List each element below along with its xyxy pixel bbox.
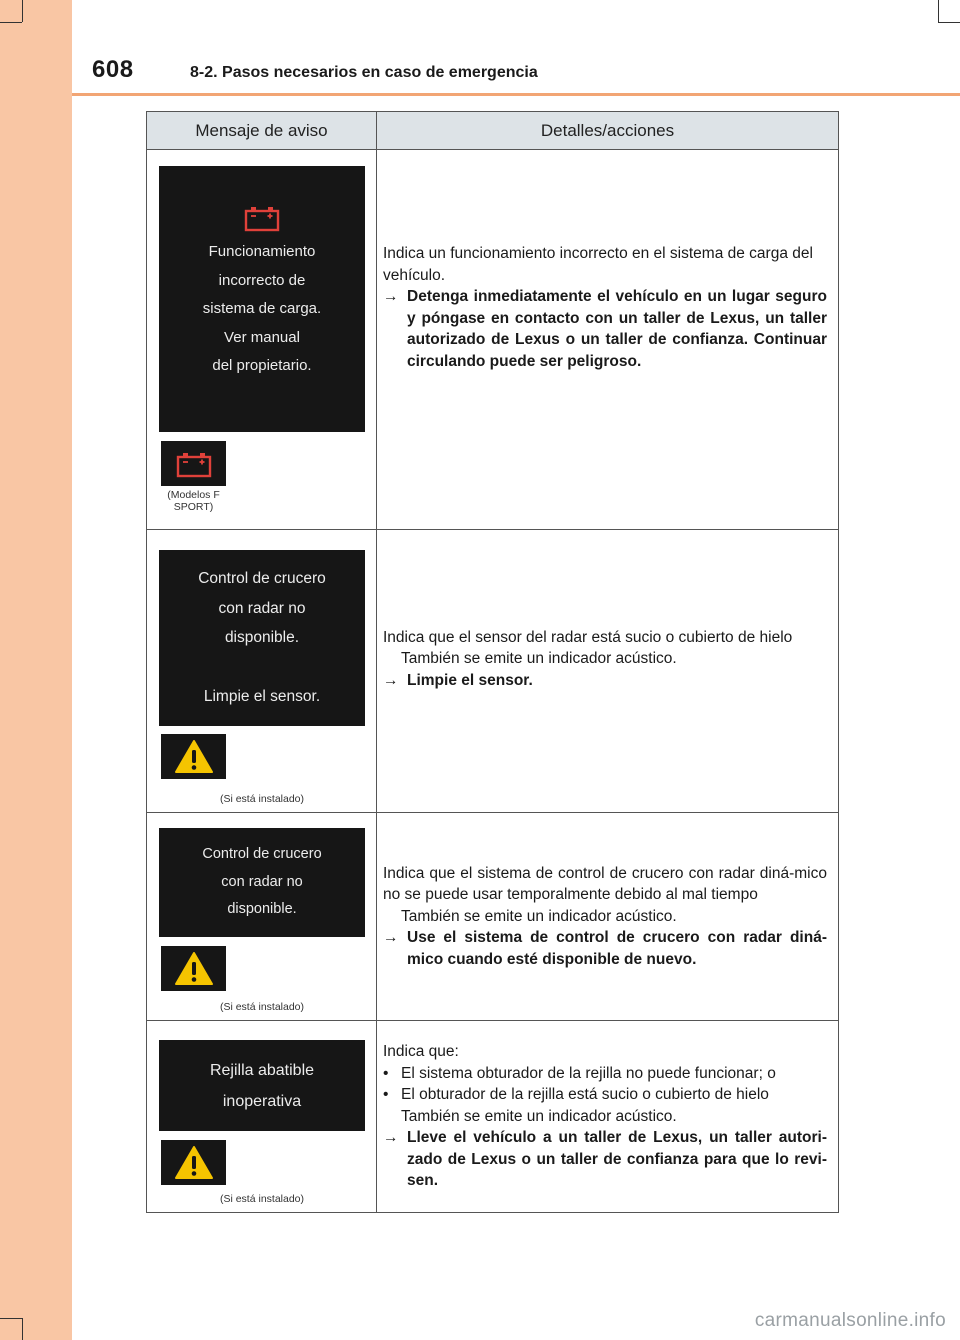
crop-mark (938, 0, 939, 22)
indicator-caption: (Si está instalado) (219, 793, 305, 805)
table-row (147, 150, 839, 530)
message-cell (147, 530, 377, 813)
screen-text-line: disponible. (224, 629, 300, 647)
message-cell (147, 150, 377, 530)
section-title: 8-2. Pasos necesarios en caso de emergencia (190, 64, 538, 81)
column-header-message: Mensaje de aviso (147, 112, 377, 150)
arrow-icon: → (383, 288, 399, 305)
details-bullet-text: El obturador de la rejilla está sucio o cubierto de hielo (401, 1086, 769, 1104)
screen-text-line: sistema de carga. (202, 300, 322, 317)
bullet-icon: • (383, 1064, 389, 1082)
table-row (147, 813, 839, 1021)
display-screen (159, 550, 365, 726)
indicator-box (161, 441, 226, 486)
screen-text-line: con radar no (218, 599, 306, 617)
page-number: 608 (92, 56, 134, 83)
warning-messages-table (146, 111, 839, 1213)
details-note: También se emite un indicador acústico. (401, 650, 677, 668)
arrow-icon: → (383, 671, 399, 689)
screen-text-line: Control de crucero (198, 570, 326, 588)
details-intro: Indica que el sistema de control de crucero con radar diná-mico no se puede usar temporalmente debido al mal tiempo (383, 864, 827, 904)
table-row (147, 530, 839, 813)
screen-text-line: Rejilla abatible (209, 1061, 315, 1079)
screen-text-line: del propietario. (212, 357, 312, 374)
details-action-text: Use el sistema de control de crucero con radar diná-mico cuando esté disponible de nuevo. (407, 929, 827, 968)
screen-text-line: incorrecto de (218, 271, 306, 289)
screen-text-line: Funcionamiento (208, 243, 316, 260)
display-screen (159, 828, 365, 937)
details-action (383, 1127, 827, 1192)
indicator-caption: (Modelos F SPORT) (167, 489, 220, 513)
table-header-row (147, 112, 839, 150)
details-intro: Indica un funcionamiento incorrecto en el sistema de carga del vehículo. (383, 245, 813, 284)
details-cell (377, 530, 839, 813)
details-cell (377, 813, 839, 1021)
details-action-text: Detenga inmediatamente el vehículo en un lugar seguro y póngase en contacto con un taller de Lexus, un taller autorizado de Lexus o un taller de confianza. Continuar circulando puede ser peligroso. (407, 288, 827, 370)
details-note: También se emite un indicador acústico. (401, 907, 677, 925)
details-action-text: Lleve el vehículo a un taller de Lexus, un taller autori-zado de Lexus o un taller de confianza para que lo revi-sen. (407, 1129, 827, 1190)
details-note: También se emite un indicador acústico. (401, 1107, 677, 1125)
table-row (147, 1021, 839, 1213)
side-color-band (0, 0, 72, 1340)
battery-icon (175, 450, 213, 478)
screen-text-line: con radar no (221, 873, 303, 890)
screen-text-line: Control de crucero (202, 846, 322, 863)
indicator-caption: (Si está instalado) (219, 1001, 305, 1013)
column-header-details: Detalles/acciones (377, 112, 839, 150)
battery-icon (243, 204, 281, 234)
arrow-icon: → (383, 929, 399, 947)
crop-mark (22, 0, 23, 22)
screen-text-line: disponible. (227, 901, 297, 918)
crop-mark (0, 1318, 22, 1319)
warning-triangle-icon (174, 1145, 214, 1181)
display-screen (159, 166, 365, 432)
crop-mark (0, 22, 22, 23)
screen-text-line: Ver manual (224, 328, 300, 346)
indicator-box (161, 734, 226, 779)
message-cell (147, 1021, 377, 1213)
details-action (383, 286, 827, 372)
indicator-caption: (Si está instalado) (219, 1193, 305, 1205)
screen-text-line: inoperativa (222, 1092, 302, 1110)
screen-text-line: Limpie el sensor. (203, 688, 321, 706)
details-cell (377, 1021, 839, 1213)
indicator-box (161, 946, 226, 991)
details-intro: Indica que: (383, 1043, 459, 1061)
watermark: carmanualsonline.info (754, 1310, 946, 1331)
details-bullet-text: El sistema obturador de la rejilla no puede funcionar; o (401, 1064, 776, 1082)
details-action-text: Limpie el sensor. (407, 671, 533, 689)
header-rule (72, 93, 960, 96)
details-bullet (383, 1084, 827, 1106)
warning-triangle-icon (174, 951, 214, 987)
details-action (383, 670, 827, 692)
details-cell (377, 150, 839, 530)
crop-mark (938, 22, 960, 23)
crop-mark (22, 1318, 23, 1340)
message-cell (147, 813, 377, 1021)
arrow-icon: → (383, 1129, 399, 1147)
warning-triangle-icon (174, 739, 214, 775)
bullet-icon: • (383, 1086, 389, 1104)
details-action (383, 927, 827, 970)
indicator-box (161, 1140, 226, 1185)
display-screen (159, 1040, 365, 1131)
details-bullet (383, 1063, 827, 1085)
details-intro: Indica que el sensor del radar está sucio o cubierto de hielo (383, 628, 793, 646)
